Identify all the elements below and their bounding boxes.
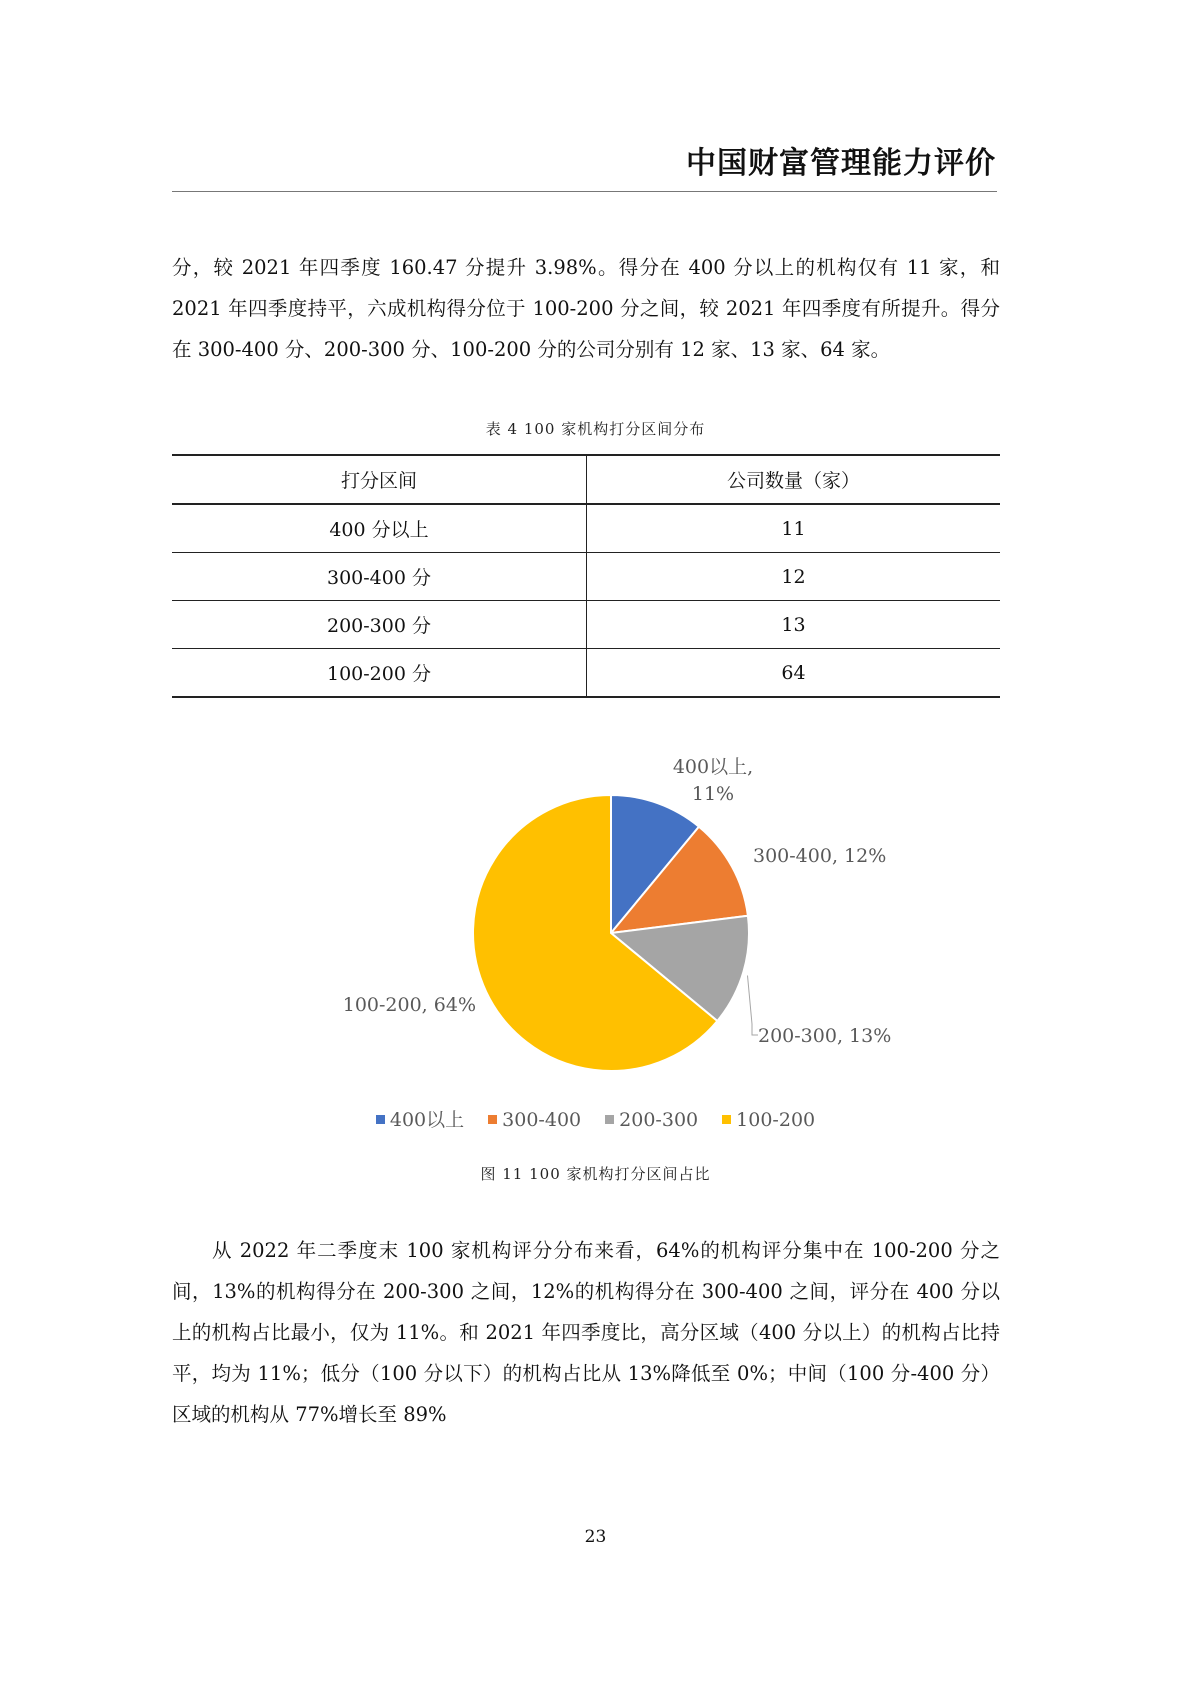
figure-caption: 图 11 100 家机构打分区间占比: [480, 1165, 711, 1183]
table-caption: 表 4 100 家机构打分区间分布: [485, 420, 706, 438]
chart-legend: [0, 1105, 1191, 1132]
table-cell-range: 300-400 分: [172, 553, 587, 601]
page-header-title: 中国财富管理能力评价: [686, 146, 996, 181]
table-cell-count: 64: [587, 649, 1001, 698]
legend-item: [376, 1105, 464, 1132]
legend-swatch: [488, 1115, 497, 1124]
table-cell-range: 400 分以上: [172, 504, 587, 553]
legend-label: 300-400: [502, 1109, 582, 1131]
score-distribution-table: [172, 454, 1000, 698]
data-label-400以上: 11%: [691, 783, 735, 805]
table-row: [172, 504, 1000, 553]
legend-label: 100-200: [736, 1109, 816, 1131]
legend-label: 400以上: [389, 1109, 465, 1131]
legend-item: [605, 1109, 698, 1131]
legend-swatch: [376, 1115, 385, 1124]
pie-chart: [0, 720, 1191, 1090]
page-number: 23: [584, 1527, 607, 1547]
table-cell-count: 12: [587, 553, 1001, 601]
analysis-paragraph: 从 2022 年二季度末 100 家机构评分分布来看，64%的机构评分集中在 100-200 分之间，13%的机构得分在 200-300 之间，12%的机构得分在 300-400 之间，评分在 400 分以上的机构占比最小，仅为 11%。和 2021 年四季度比，高分区域（400 分以上）的机构占比持平，均为 11%；低分（100 分以下）的机构占比从 13%降低至 0%；中间（100 分-400 分）区域的机构从 77%增长至 89%: [172, 1239, 1000, 1426]
data-label-400以上: 400以上,: [672, 756, 754, 778]
table-cell-count: 13: [587, 601, 1001, 649]
data-label-200-300: 200-300, 13%: [758, 1025, 892, 1047]
table-cell-count: 11: [587, 504, 1001, 553]
table-header-row: [172, 455, 1000, 504]
legend-label: 200-300: [619, 1109, 699, 1131]
legend-swatch: [722, 1115, 731, 1124]
data-label-300-400: 300-400, 12%: [753, 845, 887, 867]
intro-paragraph: 分，较 2021 年四季度 160.47 分提升 3.98%。得分在 400 分以上的机构仅有 11 家，和 2021 年四季度持平，六成机构得分位于 100-200 分之间，较 2021 年四季度有所提升。得分在 300-400 分、200-300 分、100-200 分的公司分别有 12 家、13 家、64 家。: [172, 256, 1000, 361]
legend-item: [722, 1109, 815, 1131]
data-label-leader-line: [748, 976, 759, 1036]
column-header-score-range: 打分区间: [172, 455, 587, 504]
data-label-100-200: 100-200, 64%: [342, 994, 476, 1016]
legend-swatch: [605, 1115, 614, 1124]
header-divider: [172, 191, 997, 192]
column-header-company-count: 公司数量（家）: [587, 455, 1001, 504]
table-row: [172, 601, 1000, 649]
legend-item: [488, 1109, 581, 1131]
table-row: [172, 649, 1000, 698]
table-cell-range: 100-200 分: [172, 649, 587, 698]
table-row: [172, 553, 1000, 601]
table-cell-range: 200-300 分: [172, 601, 587, 649]
